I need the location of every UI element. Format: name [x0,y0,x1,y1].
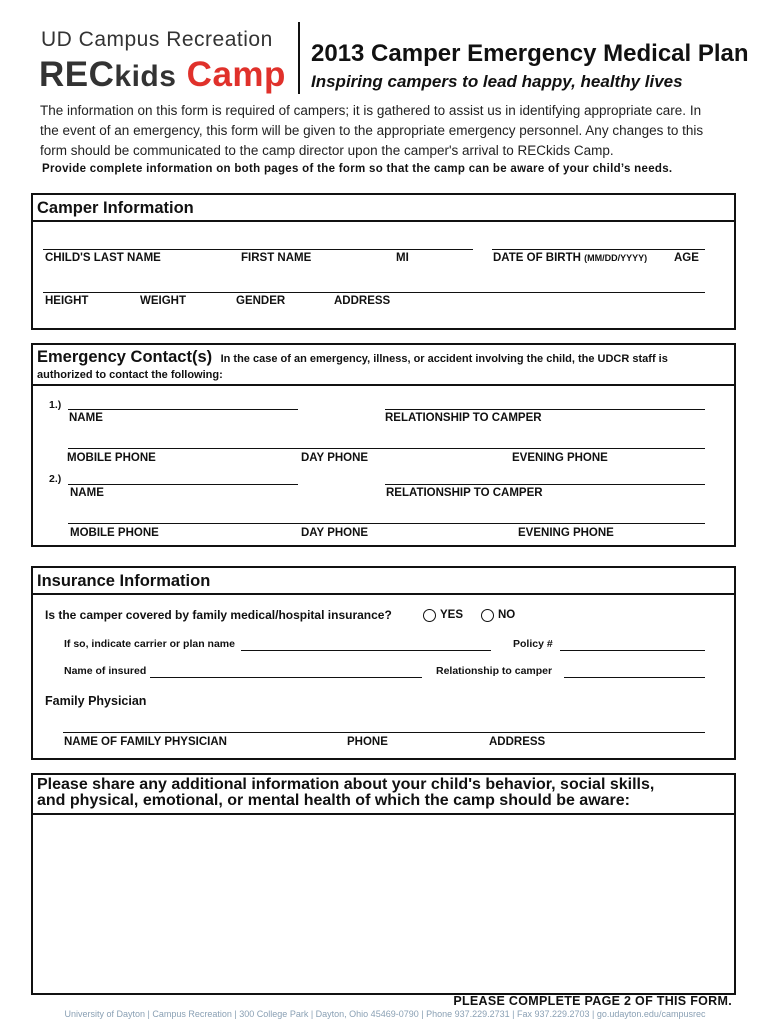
section-divider [33,220,734,222]
section-divider [33,593,734,595]
additional-info-section [31,773,736,995]
relationship-line[interactable] [564,677,705,678]
additional-info-line-1: Please share any additional information about your child's behavior, social skills, [37,776,655,793]
contact-2-relationship-label: RELATIONSHIP TO CAMPER [386,487,543,499]
physician-phone-label: PHONE [347,736,388,748]
section-title-emergency: Emergency Contact(s) [37,348,213,366]
no-radio[interactable] [481,609,494,622]
family-physician-heading: Family Physician [45,694,147,708]
section-title-camper: Camper Information [37,199,194,217]
emergency-heading [37,348,668,367]
physician-address-label: ADDRESS [489,736,546,748]
provide-note: Provide complete information on both pages of the form so that the camp can be aware of your child’s needs. [42,163,673,175]
contact-1-evening-label: EVENING PHONE [512,452,608,464]
contact-1-number: 1.) [49,399,62,411]
logo-camp: Camp [186,55,286,94]
insured-line[interactable] [150,677,422,678]
contact-2-mobile-label: MOBILE PHONE [70,527,159,539]
camper-info-section [31,193,736,330]
physician-line[interactable] [63,732,705,733]
contact-2-day-label: DAY PHONE [301,527,369,539]
emergency-note-1: In the case of an emergency, illness, or accident involving the child, the UDCR staff is [220,353,668,365]
dob-text: DATE OF BIRTH [493,252,581,264]
form-subtitle: Inspiring campers to lead happy, healthy lives [311,72,683,91]
footer-address: University of Dayton | Campus Recreation | 300 College Park | Dayton, Ohio 45469-0790 | Phone 937.229.2731 | Fax 937.229.2703 | go.udayton.edu/campusrec [64,1009,706,1019]
insured-label: Name of insured [64,665,147,677]
section-title-insurance: Insurance Information [37,572,211,590]
header-divider [298,22,300,94]
relationship-label: Relationship to camper [436,665,553,677]
carrier-line[interactable] [241,650,491,651]
logo-rec: REC [39,55,115,94]
child-name-line[interactable] [43,249,473,250]
contact-2-name-line[interactable] [68,484,298,485]
intro-paragraph: The information on this form is required of campers; it is gathered to assist us in identifying appropriate care. In the event of an emergency, this form will be given to the appropriate emergency personnel. Any changes to this form should be communicated to the camp director upon the camper's arrival to RECkids Camp. [40,103,704,158]
dob-age-line[interactable] [492,249,705,250]
dob-format: (MM/DD/YYYY) [584,253,648,263]
label-dob [493,252,647,264]
contact-2-relationship-line[interactable] [385,484,705,485]
contact-1-mobile-label: MOBILE PHONE [67,452,156,464]
section-divider [33,384,734,386]
reckids-camp-logo [39,55,286,95]
label-last-name: CHILD'S LAST NAME [45,252,161,264]
label-first-name: FIRST NAME [241,252,312,264]
complete-page-2-note: PLEASE COMPLETE PAGE 2 OF THIS FORM. [453,994,732,1008]
additional-info-textarea[interactable] [37,817,730,987]
physical-address-line[interactable] [43,292,705,293]
label-gender: GENDER [236,295,286,307]
insurance-section [31,566,736,760]
policy-label: Policy # [513,638,553,650]
contact-1-relationship-label: RELATIONSHIP TO CAMPER [385,412,542,424]
label-height: HEIGHT [45,295,89,307]
emergency-note-2: authorized to contact the following: [37,369,223,381]
physician-name-label: NAME OF FAMILY PHYSICIAN [64,736,227,748]
yes-label: YES [440,609,464,621]
no-label: NO [498,609,516,621]
additional-info-line-2: and physical, emotional, or mental health of which the camp should be aware: [37,792,630,809]
contact-2-phones-line[interactable] [68,523,705,524]
section-divider [33,813,734,815]
org-name: UD Campus Recreation [41,28,273,51]
contact-2-evening-label: EVENING PHONE [518,527,614,539]
label-age: AGE [674,252,699,264]
label-mi: MI [396,252,409,264]
insurance-question: Is the camper covered by family medical/hospital insurance? [45,608,392,622]
yes-radio[interactable] [423,609,436,622]
emergency-contacts-section [31,343,736,547]
contact-1-day-label: DAY PHONE [301,452,369,464]
label-address: ADDRESS [334,295,391,307]
contact-1-name-line[interactable] [68,409,298,410]
contact-2-name-label: NAME [70,487,104,499]
contact-1-name-label: NAME [69,412,103,424]
form-title: 2013 Camper Emergency Medical Plan [311,40,749,67]
logo-kids: kids [114,60,177,93]
contact-2-number: 2.) [49,473,62,485]
carrier-label: If so, indicate carrier or plan name [64,638,235,650]
contact-1-phones-line[interactable] [68,448,705,449]
contact-1-relationship-line[interactable] [385,409,705,410]
label-weight: WEIGHT [140,295,186,307]
policy-line[interactable] [560,650,705,651]
